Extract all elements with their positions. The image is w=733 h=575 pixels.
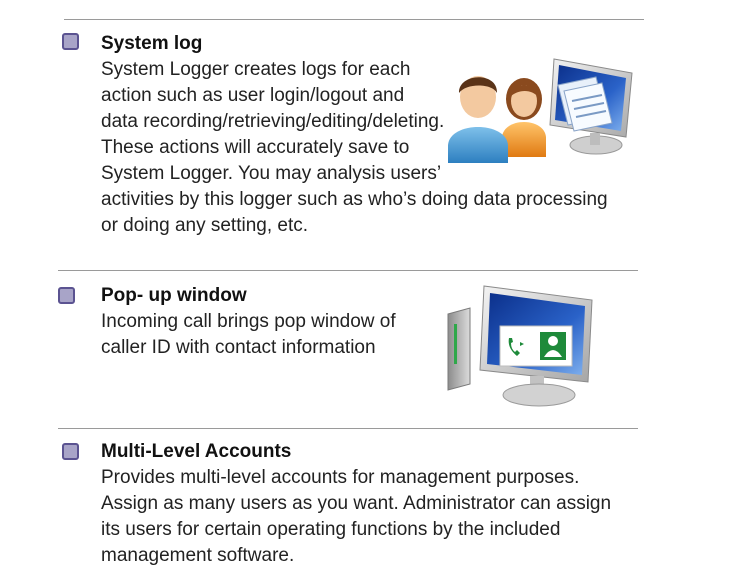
section-body-multi-level-accounts: [101, 465, 611, 569]
body-line: Provides multi-level accounts for management purposes.: [101, 467, 580, 488]
body-line: Incoming call brings pop window of: [101, 311, 396, 332]
users-computer-icon: [446, 55, 636, 165]
caller-id-monitor-icon: [444, 284, 594, 410]
body-line: Assign as many users as you want. Administrator can assign: [101, 493, 612, 514]
body-line: or doing any setting, etc.: [101, 215, 309, 236]
body-line: its users for certain operating functions by the included: [101, 519, 561, 540]
section-body-popup-window: [101, 309, 396, 361]
divider-middle: [58, 270, 638, 271]
section-title-popup-window: Pop- up window: [101, 285, 247, 306]
body-line: data recording/retrieving/editing/deleting.: [101, 111, 445, 132]
divider-bottom: [58, 428, 638, 429]
body-line: System Logger. You may analysis users’: [101, 163, 442, 184]
section-title-system-log: System log: [101, 33, 203, 54]
body-line: These actions will accurately save to: [101, 137, 410, 158]
body-line: caller ID with contact information: [101, 337, 376, 358]
bullet-icon: [62, 443, 79, 460]
body-line: management software.: [101, 545, 295, 566]
body-line: System Logger creates logs for each: [101, 59, 411, 80]
bullet-icon: [58, 287, 75, 304]
bullet-icon: [62, 33, 79, 50]
section-title-multi-level-accounts: Multi-Level Accounts: [101, 441, 292, 462]
divider-top: [64, 19, 644, 20]
body-line: activities by this logger such as who’s doing data processing: [101, 189, 608, 210]
body-line: action such as user login/logout and: [101, 85, 405, 106]
